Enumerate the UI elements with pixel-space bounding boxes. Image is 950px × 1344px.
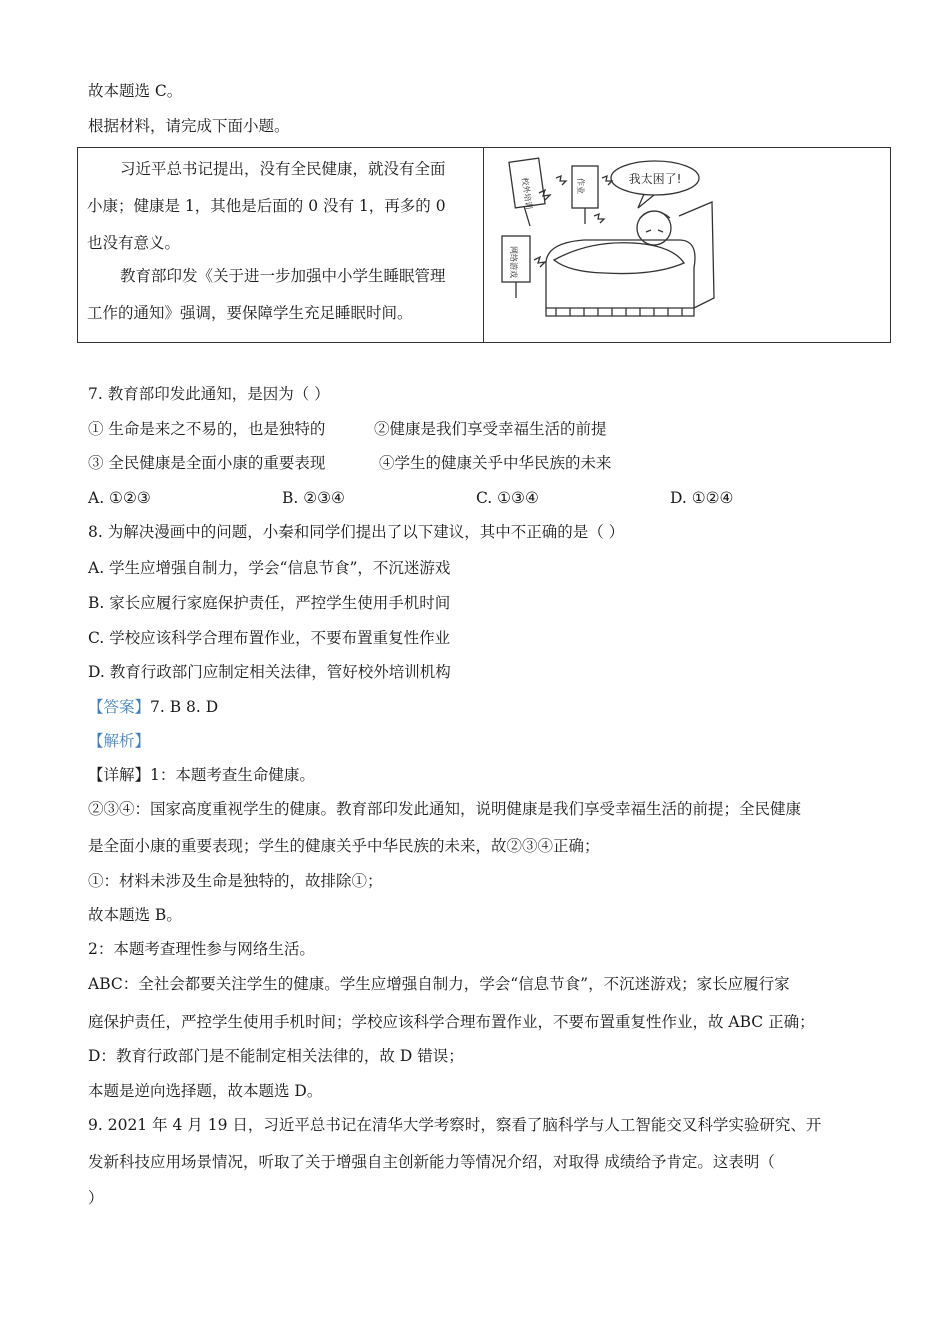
text-line: 根据材料，请完成下面小题。	[88, 117, 290, 135]
question-stem: 9. 2021 年 4 月 19 日，习近平总书记在清华大学考察时，察看了脑科学与人工智能交叉科学实验研究、开	[88, 1116, 822, 1134]
question-stem: ）	[88, 1189, 104, 1207]
option-b: B. ②③④	[282, 489, 345, 507]
analysis-line: ①：材料未涉及生命是独特的，故排除①；	[88, 872, 383, 890]
sign-text: 作业	[576, 178, 585, 194]
analysis-line: 是全面小康的重要表现；学生的健康关乎中华民族的未来，故②③④正确；	[88, 837, 600, 855]
cartoon-image	[484, 148, 890, 342]
option-c: C. 学校应该科学合理布置作业，不要布置重复性作业	[88, 629, 451, 647]
statement: ① 生命是来之不易的，也是独特的	[88, 420, 326, 438]
sign-text: 校外培训	[520, 177, 534, 210]
sign-text: 网络游戏	[509, 246, 518, 278]
material-paragraph: 习近平总书记提出，没有全民健康，就没有全面	[120, 160, 446, 178]
option-c: C. ①③④	[476, 489, 539, 507]
statement: ④学生的健康关乎中华民族的未来	[379, 454, 612, 472]
question-stem: 7. 教育部印发此通知，是因为（ ）	[88, 385, 330, 403]
speech-text: 我太困了!	[628, 172, 682, 186]
statement: ②健康是我们享受幸福生活的前提	[374, 420, 607, 438]
material-paragraph: 教育部印发《关于进一步加强中小学生睡眠管理	[120, 267, 446, 285]
option-d: D. ①②④	[670, 489, 734, 507]
option-a: A. 学生应增强自制力，学会“信息节食”，不沉迷游戏	[88, 559, 451, 577]
material-paragraph: 小康；健康是 1，其他是后面的 0 没有 1，再多的 0	[87, 197, 446, 215]
analysis-line: 本题是逆向选择题，故本题选 D。	[88, 1082, 323, 1100]
option-a: A. ①②③	[88, 489, 151, 507]
statement: ③ 全民健康是全面小康的重要表现	[88, 454, 326, 472]
analysis-line: 【详解】1：本题考查生命健康。	[88, 766, 315, 784]
question-stem: 发新科技应用场景情况，听取了关于增强自主创新能力等情况介绍，对取得 成绩给予肯定。这表明（	[88, 1153, 775, 1171]
material-table	[77, 147, 891, 343]
cartoon-cell	[484, 148, 890, 342]
answer-text: 7. B 8. D	[150, 698, 219, 716]
answer-line	[88, 697, 218, 717]
analysis-tag: 【解析】	[88, 732, 151, 750]
material-paragraph: 工作的通知》强调，要保障学生充足睡眠时间。	[87, 304, 413, 322]
analysis-line: 故本题选 B。	[88, 906, 182, 924]
answer-tag: 【答案】	[88, 698, 151, 716]
option-b: B. 家长应履行家庭保护责任，严控学生使用手机时间	[88, 594, 451, 612]
material-text-cell	[78, 148, 484, 342]
material-paragraph: 也没有意义。	[87, 234, 181, 252]
analysis-line: ABC：全社会都要关注学生的健康。学生应增强自制力，学会“信息节食”，不沉迷游戏；家长应履行家	[88, 975, 790, 993]
analysis-line: 庭保护责任，严控学生使用手机时间；学校应该科学合理布置作业，不要布置重复性作业，故 ABC 正确；	[88, 1013, 815, 1031]
text-line: 故本题选 C。	[88, 82, 183, 100]
question-stem: 8. 为解决漫画中的问题，小秦和同学们提出了以下建议，其中不正确的是（ ）	[88, 523, 625, 541]
option-d: D. 教育行政部门应制定相关法律，管好校外培训机构	[88, 663, 451, 681]
analysis-line: 2：本题考查理性参与网络生活。	[88, 940, 315, 958]
analysis-line: ②③④：国家高度重视学生的健康。教育部印发此通知，说明健康是我们享受幸福生活的前提；全民健康	[88, 800, 802, 818]
analysis-line: D：教育行政部门是不能制定相关法律的，故 D 错误；	[88, 1047, 464, 1065]
